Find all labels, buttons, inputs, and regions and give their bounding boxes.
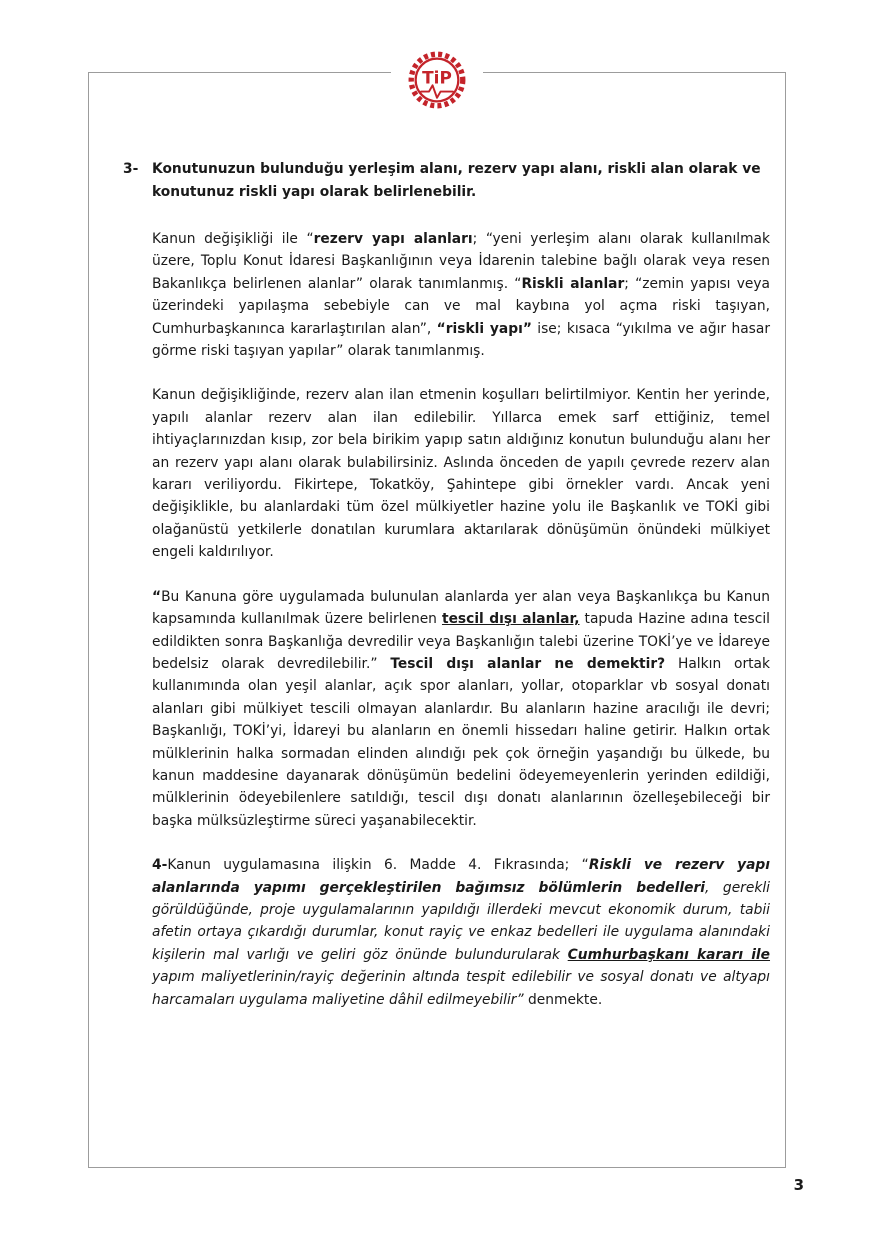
text-run: 4- xyxy=(152,857,168,874)
text-run: Kanun değişikliği ile “ xyxy=(152,231,314,247)
logo-text: TiP xyxy=(422,67,452,88)
text-run: ; “zemin yapısı veya üzerindeki yapılaşma sebebiyle can ve mal kaybına yol açma riski taşıyan, Cumhurbaşkanınca kararlaştırılan alan”, xyxy=(152,275,770,337)
text-run: , gerekli görüldüğünde, proje uygulamalarının yapıldığı illerdeki mevcut ekonomik durum, tabii afetin ortaya çıkardığı durumlar, konut rayiç ve enkaz bedelleri ile uygulama alanındaki kişilerin mal varlığı ve geliri göz önünde bulundurularak xyxy=(152,879,770,963)
text-run: tescil dışı alanlar, xyxy=(441,611,580,628)
section-number: 3- xyxy=(123,161,139,177)
text-run: yapım maliyetlerinin/rayiç değerinin altında tespit edilebilir ve sosyal donatı ve altyapı harcamaları uygulama maliyetine dâhil edilmeyebilir” xyxy=(152,969,770,1008)
tip-party-logo-icon xyxy=(405,48,469,112)
text-run: “riskli yapı” xyxy=(436,320,532,337)
section-heading-text: Konutunuzun bulunduğu yerleşim alanı, rezerv yapı alanı, riskli alan olarak ve konutunuz riskli yapı olarak belirlenebilir. xyxy=(152,161,761,200)
text-run: Tescil dışı alanlar ne demektir? xyxy=(390,655,666,672)
text-run: Riskli alanlar xyxy=(521,275,625,292)
document-body xyxy=(123,158,771,1011)
text-run: ise; kısaca “yıkılma ve ağır hasar görme riski taşıyan yapılar” olarak tanımlanmış. xyxy=(152,320,770,360)
text-run: Cumhurbaşkanı kararı ile xyxy=(567,946,771,963)
section-heading xyxy=(123,158,770,204)
text-run: tapuda Hazine adına tescil edildikten sonra Başkanlığa devredilir veya Başkanlığın talebi üzerine TOKİ’ye ve İdareye bedelsiz olarak devredilebilir.” xyxy=(152,611,770,672)
text-run: Kanun uygulamasına ilişkin 6. Madde 4. Fıkrasında; “ xyxy=(167,857,589,874)
text-run: Kanun değişikliğinde, rezerv alan ilan etmenin koşulları belirtilmiyor. Kentin her yerinde, yapılı alanlar rezerv alan ilan edilebilir. Yıllarca emek sarf ettiğiniz, temel ihtiyaçlarınızdan kısıp, zor bela birikim yapıp satın aldığınız konutun bulunduğu alanı her an rezerv yapı alanı olarak bulabilirsiniz. Aslında önceden de yapılı çevrede rezerv alan kararı veriliyordu. Fikirtepe, Tokatköy, Şahintepe gibi örnekler vardı. Ancak yeni değişiklikle, bu alanlardaki tüm özel mülkiyetler hazine yolu ile Başkanlık ve TOKİ gibi olağanüstü yetkilerle donatılan kurumlara aktarılarak dönüşümün önündeki mülkiyet engeli kaldırılıyor. xyxy=(152,387,770,561)
text-run: Halkın ortak kullanımında olan yeşil alanlar, açık spor alanları, yollar, otoparklar vb sosyal donatı alanları gibi mülkiyet tescili olmayan alanlardır. Bu alanların hazine aracılığı ile devri; Başkanlığı, TOKİ’yi, İdareyi bu alanların en önemli hissedarı haline getirir. Halkın ortak mülklerinin halka sormadan elinden alındığı pek çok örneğin yaşandığı bu ülkede, bu kanun maddesine dayanarak dönüşümün bedelini ödeyemeyenlerin yerinden edildiği, mülklerinin ödeyebilenlere satıldığı, tescil dışı donatı alanlarının özelleşebileceği bir başka mülksüzleştirme süreci yaşanabilecektir. xyxy=(152,655,771,829)
text-run: Riskli ve rezerv yapı alanlarında yapımı gerçekleştirilen bağımsız bölümlerin bedelleri xyxy=(152,857,770,896)
text-run: “ xyxy=(152,588,162,605)
paragraph xyxy=(152,384,770,563)
paragraph xyxy=(152,228,770,362)
paragraph xyxy=(152,586,770,832)
text-run: Bu Kanuna göre uygulamada bulunulan alanlarda yer alan veya Başkanlıkça bu Kanun kapsamında kullanılmak üzere belirlenen xyxy=(152,588,770,628)
text-run: rezerv yapı alanları xyxy=(313,231,473,247)
text-run: denmekte. xyxy=(523,991,603,1008)
text-run: ; “yeni yerleşim alanı olarak kullanılmak üzere, Toplu Konut İdaresi Başkanlığının veya İdarenin talebine bağlı olarak veya resen Bakanlıkça belirlenen alanlar” olarak tanımlanmış. “ xyxy=(152,231,771,292)
page-number: 3 xyxy=(793,1176,804,1194)
paragraph xyxy=(152,854,770,1011)
logo-container xyxy=(391,48,483,112)
